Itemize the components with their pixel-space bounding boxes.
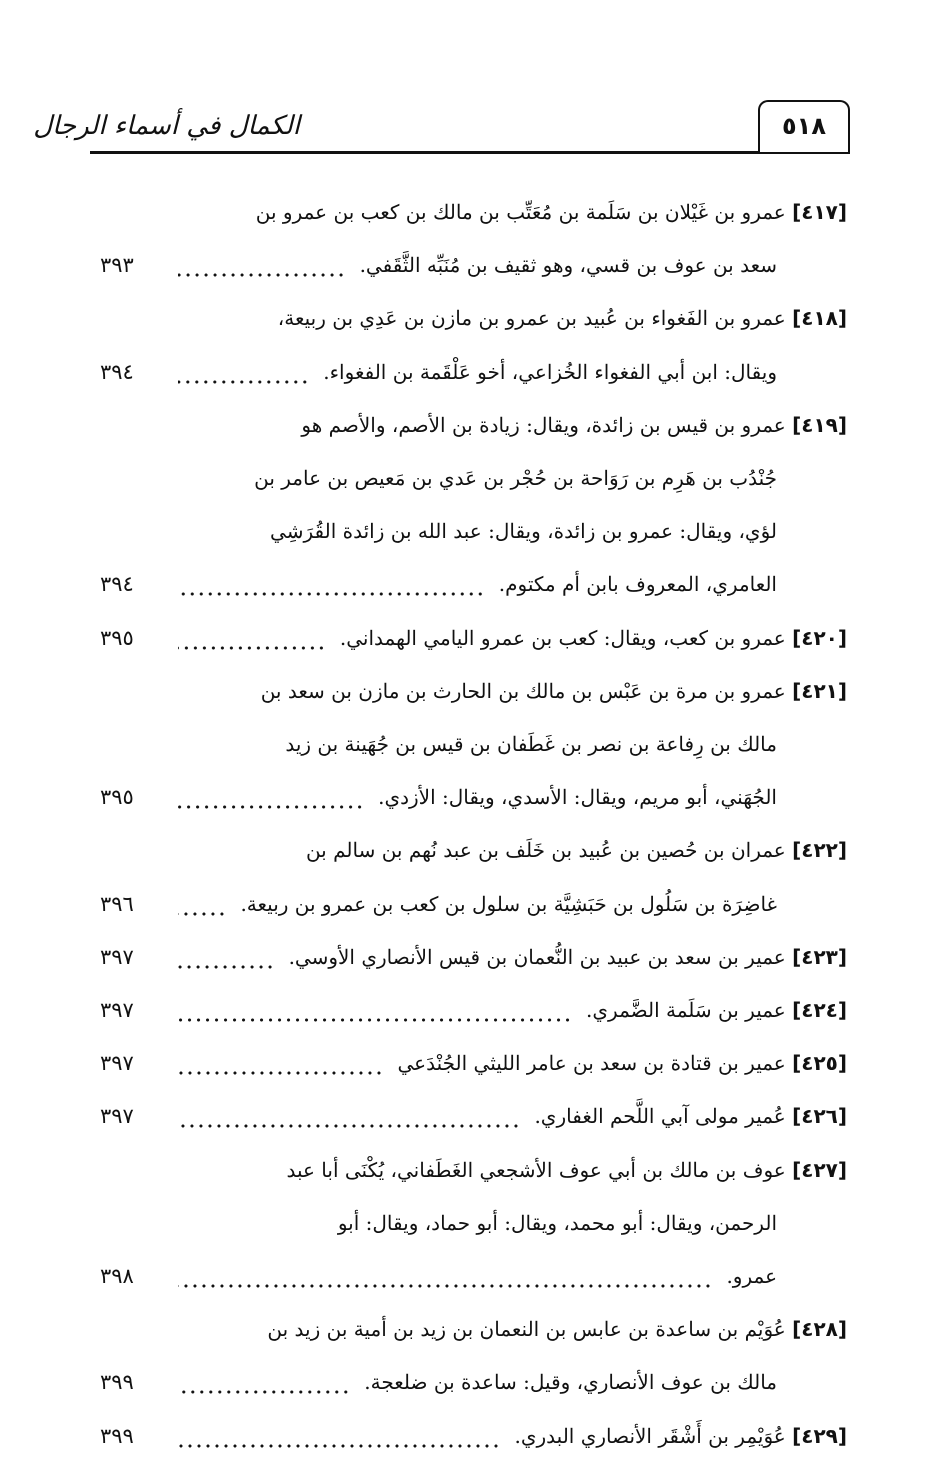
toc-line: [0, 1307, 847, 1351]
toc-line: [0, 456, 777, 500]
toc-line: [0, 1148, 847, 1192]
entry-text: [286, 1148, 847, 1192]
entry-name: غاضِرَة بن سَلُول بن حَبَشِيَّة بن سلول بن كعب بن عمرو بن ربيعة.: [240, 891, 777, 916]
entry-name: عمير بن سعد بن عبيد بن النُّعمان بن قيس الأنصاري الأوسي.: [288, 944, 793, 969]
page-reference: ٣٩٤: [100, 572, 134, 597]
entry-text: [261, 669, 847, 713]
entry-name: عُوَيْم بن ساعدة بن عابس بن النعمان بن زيد بن أمية بن زيد بن: [267, 1317, 793, 1342]
page-number: ٥١٨: [782, 112, 826, 140]
entry-text: [340, 616, 847, 660]
dot-leader: [178, 988, 572, 1032]
entry-name: عمرو بن كعب، ويقال: كعب بن عمرو اليامي الهمداني.: [339, 625, 793, 650]
toc-line: [0, 1360, 777, 1404]
entry-text: [338, 1201, 777, 1245]
toc-line: [0, 616, 847, 660]
entry-name: عوف بن مالك بن أبي عوف الأشجعي الغَطَفاني، يُكْنَى أبا عبد: [286, 1157, 793, 1182]
toc-line: [0, 775, 777, 819]
entry-text: [397, 1041, 847, 1085]
entry-number: [٤١٧]: [792, 200, 847, 224]
toc-line: [0, 988, 847, 1032]
page-reference: ٣٩٧: [100, 1051, 134, 1076]
entry-number: [٤٢٦]: [792, 1104, 847, 1129]
toc-line: [0, 403, 847, 447]
dot-leader: [178, 350, 309, 394]
entry-number: [٤٢٧]: [792, 1157, 847, 1182]
entry-number: [٤١٩]: [792, 412, 847, 437]
dot-leader: [178, 775, 364, 819]
entry-text: [270, 509, 777, 553]
entry-number: [٤٢٩]: [792, 1423, 847, 1448]
entry-text: [499, 562, 777, 606]
entry-name: سعد بن عوف بن قسي، وهو ثقيف بن مُنَبِّه الثَّقَفي.: [359, 253, 777, 278]
entry-text: [323, 350, 777, 394]
entry-name: عمرو بن غَيْلان بن سَلَمة بن مُعَتِّب بن مالك بن كعب بن عمرو بن: [255, 200, 793, 224]
dot-leader: [178, 882, 226, 926]
page-reference: ٣٩٩: [100, 1370, 134, 1395]
page-reference: ٣٩٩: [100, 1423, 134, 1448]
entry-number: [٤١٨]: [792, 306, 847, 331]
entry-number: [٤٢٠]: [792, 625, 847, 650]
entry-name: عُمير مولى آبي اللَّحم الغفاري.: [534, 1104, 793, 1129]
entry-name: عمير بن سَلَمة الضَّمري.: [586, 998, 793, 1022]
entry-text: [289, 935, 847, 979]
entry-text: [240, 882, 777, 926]
page-reference: ٣٩٥: [100, 625, 134, 650]
dot-leader: [178, 243, 346, 287]
dot-leader: [178, 616, 326, 660]
toc-line: [0, 1201, 777, 1245]
entry-name: عُوَيْمِر بن أَشْقَر الأنصاري البدري.: [514, 1423, 793, 1448]
entry-name: مالك بن عوف الأنصاري، وقيل: ساعدة بن ضلعجة.: [364, 1370, 777, 1395]
dot-leader: [178, 935, 275, 979]
toc-line: [0, 722, 777, 766]
entry-text: [360, 243, 777, 287]
toc-line: [0, 882, 777, 926]
page-reference: ٣٩٣: [100, 253, 134, 278]
entry-text: [514, 1414, 847, 1458]
entry-text: [378, 775, 777, 819]
page-reference: ٣٩٧: [100, 1104, 134, 1129]
toc-line: [0, 828, 847, 872]
entry-name: مالك بن رِفاعة بن نصر بن غَطَفان بن قيس بن جُهَينة بن زيد: [285, 732, 777, 756]
entry-name: ويقال: ابن أبي الفغواء الخُزاعي، أخو عَلْقَمة بن الفغواء.: [323, 359, 777, 384]
entry-name: الرحمن، ويقال: أبو محمد، ويقال: أبو حماد، ويقال: أبو: [337, 1210, 777, 1235]
page-reference: ٣٩٥: [100, 785, 134, 810]
entry-text: [586, 988, 847, 1032]
entry-name: جُنْدُب بن هَرِم بن رَوَاحة بن حُجْر بن عَدي بن مَعيص بن عامر بن: [254, 466, 777, 490]
page-reference: ٣٩٧: [100, 998, 134, 1022]
entry-number: [٤٢٨]: [792, 1317, 847, 1342]
entry-name: لؤي، ويقال: عمرو بن زائدة، ويقال: عبد الله بن زائدة القُرَشِي: [270, 519, 777, 544]
dot-leader: [178, 1360, 350, 1404]
entry-text: [726, 1254, 777, 1298]
dot-leader: [178, 1041, 383, 1085]
dot-leader: [178, 1414, 500, 1458]
entry-text: [267, 1307, 847, 1351]
entry-name: عمرو بن الفَغواء بن عُبيد بن عمرو بن مازن بن عَدِي بن ربيعة،: [277, 306, 793, 331]
entry-text: [306, 828, 847, 872]
toc-line: [0, 1414, 847, 1458]
toc-line: [0, 350, 777, 394]
entry-name: عمرو بن قيس بن زائدة، ويقال: زيادة بن الأصم، والأصم هو: [301, 412, 793, 437]
entry-text: [256, 190, 847, 234]
toc-line: [0, 296, 847, 340]
entry-name: الجُهَني، أبو مريم، ويقال: الأسدي، ويقال: الأزدي.: [378, 785, 777, 810]
entry-number: [٤٢١]: [792, 678, 847, 703]
toc-line: [0, 669, 847, 713]
entry-name: عمران بن حُصين بن عُبيد بن خَلَف بن عبد نُهم بن سالم بن: [305, 838, 793, 863]
running-title: الكمال في أسماء الرجال: [33, 111, 300, 141]
entry-name: العامري، المعروف بابن أم مكتوم.: [498, 572, 777, 597]
entry-text: [534, 1094, 847, 1138]
toc-line: [0, 243, 777, 287]
entry-name: عمير بن قتادة بن سعد بن عامر الليثي الجُنْدَعي: [397, 1051, 793, 1076]
dot-leader: [178, 562, 485, 606]
page-reference: ٣٩٦: [100, 891, 134, 916]
toc-line: [0, 935, 847, 979]
toc-line: [0, 1254, 777, 1298]
entry-number: [٤٢٥]: [792, 1051, 847, 1076]
toc-line: [0, 1094, 847, 1138]
toc-line: [0, 190, 847, 234]
entry-text: [278, 296, 847, 340]
dot-leader: [178, 1254, 712, 1298]
entry-text: [301, 403, 847, 447]
toc-line: [0, 509, 777, 553]
page-reference: ٣٩٧: [100, 944, 134, 969]
entry-number: [٤٢٣]: [792, 944, 847, 969]
entry-name: عمرو بن مرة بن عَبْس بن مالك بن الحارث بن مازن بن سعد بن: [260, 678, 793, 703]
entry-number: [٤٢٢]: [792, 838, 847, 863]
toc-line: [0, 562, 777, 606]
entry-text: [285, 722, 777, 766]
entry-text: [364, 1360, 777, 1404]
entry-text: [254, 456, 777, 500]
page-reference: ٣٩٤: [100, 359, 134, 384]
page-reference: ٣٩٨: [100, 1264, 134, 1288]
entry-name: عمرو.: [726, 1264, 777, 1288]
entry-number: [٤٢٤]: [792, 998, 847, 1022]
dot-leader: [178, 1094, 520, 1138]
toc-line: [0, 1041, 847, 1085]
